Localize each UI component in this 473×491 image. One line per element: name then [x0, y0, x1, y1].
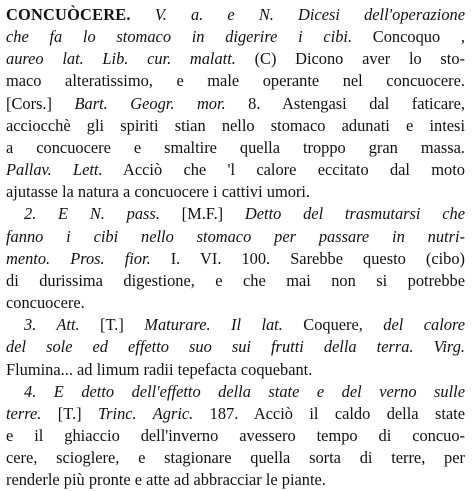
entry-text-segment: fanno i cibi nello stomaco per passare in nutri- [6, 226, 465, 246]
entry-line [6, 93, 465, 115]
entry-text-segment: a concuocere e smaltire quella troppo gran massa. [6, 137, 465, 157]
entry-text-segment: [M.F.] [159, 204, 224, 224]
entry-text-segment: cere, scioglere, e stagionare quella sorta di terre, per [6, 448, 465, 468]
entry-line [6, 403, 465, 425]
entry-text-segment: Acciò che 'l calore eccitato dal moto [102, 160, 465, 180]
entry-text-segment: Bart. Geogr. mor. [51, 93, 226, 113]
entry-text-segment: 2. E N. pass. [24, 204, 160, 224]
entry-text-segment: che fa lo stomaco in digerire i cibi. [6, 27, 353, 47]
entry-text-segment: aureo lat. Lib. cur. malatt. [6, 49, 236, 69]
entry-text-segment: Trinc. Agric. [81, 403, 194, 423]
entry-line [6, 115, 465, 137]
entry-text-segment: renderle più pronte e atte ad abbracciar le piante. [6, 470, 326, 490]
entry-text-segment: [T.] [79, 315, 124, 335]
entry-line [6, 26, 465, 48]
entry-text-segment: del sole ed effetto suo sui frutti della terra. Virg. [6, 337, 465, 357]
entry-text-segment: 8. Astengasi dal faticare, [225, 93, 465, 113]
entry-line [6, 4, 465, 26]
entry-line [6, 425, 465, 447]
entry-text-segment: mento. Pros. fior. [6, 248, 151, 268]
entry-text-segment: [T.] [41, 403, 82, 423]
entry-text-segment: acciocchè gli spiriti stian nello stomaco adunati e intesi [6, 115, 465, 135]
entry-text-segment: V. a. e N. Dicesi dell'operazione [130, 5, 465, 24]
entry-line [6, 226, 465, 248]
entry-text-segment: I. VI. 100. Sarebbe questo (cibo) [150, 248, 466, 268]
entry-text-segment: 3. Att. [24, 315, 80, 335]
entry-line [6, 248, 465, 270]
entry-line [6, 381, 465, 403]
entry-line [6, 359, 465, 381]
entry-line [6, 270, 465, 292]
entry-line [6, 203, 465, 225]
entry-line [6, 292, 465, 314]
entry-text-segment: Detto del trasmutarsi che [223, 204, 466, 224]
entry-text-segment: maco alteratissimo, e male operante nel concuocere. [6, 71, 465, 91]
entry-line [6, 336, 465, 358]
entry-text-segment: e il ghiaccio dell'inverno avessero tempo di concuo- [6, 425, 465, 445]
headword: CONCUÒCERE. [6, 5, 131, 24]
entry-text-segment: concuocere. [6, 293, 85, 313]
entry-text-segment: terre. [6, 403, 42, 423]
entry-line [6, 447, 465, 469]
entry-line [6, 159, 465, 181]
entry-line [6, 70, 465, 92]
entry-text-segment: di durissima digestione, e che mai non si potrebbe [6, 270, 465, 290]
entry-text-segment: 187. Acciò il caldo della state [193, 403, 465, 423]
entry-text-segment: ajutasse la natura a concuocere i cattivi umori. [6, 182, 311, 202]
entry-text-segment: 4. E detto dell'effetto della state e del verno sulle [24, 381, 465, 401]
entry-text-segment: Flumina... ad limum radii tepefacta coquebant. [6, 359, 313, 379]
entry-text-segment: Pallav. Lett. [6, 160, 103, 180]
entry-line [6, 48, 465, 70]
entry-text-segment: [Cors.] [6, 93, 52, 113]
entry-text-segment: Maturare. Il lat. [123, 315, 283, 335]
entry-text-segment: Coquere, [282, 315, 363, 335]
entry-line [6, 137, 465, 159]
entry-line [6, 314, 465, 336]
entry-text-segment: (C) Dicono aver lo sto- [235, 49, 465, 69]
entry-text-segment: Concoquo , [352, 27, 465, 47]
entry-text-segment: del calore [362, 315, 466, 335]
entry-line [6, 181, 465, 203]
